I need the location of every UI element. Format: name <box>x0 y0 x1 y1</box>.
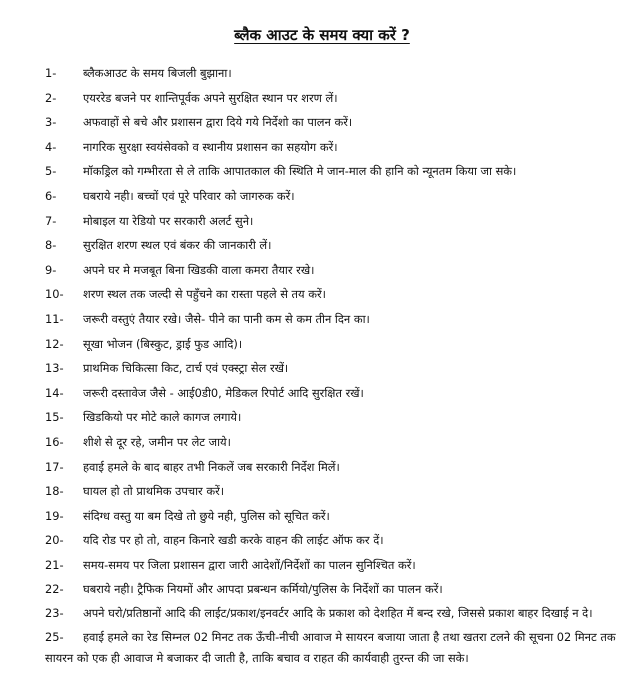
item-text: जरूरी दस्तावेज जैसे - आई0डी0, मेडिकल रिपोर्ट आदि सुरक्षित रखें। <box>83 385 364 400</box>
list-item <box>45 603 625 624</box>
item-text: समय-समय पर जिला प्रशासन द्वारा जारी आदेशों/निर्देशों का पालन सुनिश्चित करें। <box>83 557 416 572</box>
list-item <box>45 554 625 579</box>
item-text: ब्लैकआउट के समय बिजली बुझाना। <box>83 66 232 80</box>
item-text: संदिग्ध वस्तु या बम दिखे तो छुये नही, पुलिस को सूचित करें। <box>83 508 330 523</box>
item-text: जरूरी वस्तुएं तैयार रखे। जैसे- पीने का पानी कम से कम तीन दिन का। <box>83 311 370 326</box>
list-item <box>45 431 625 456</box>
item-number: 6- <box>45 188 57 203</box>
item-number: 20- <box>45 533 64 548</box>
list-item <box>45 382 625 407</box>
list-item <box>45 456 625 481</box>
item-text: खिडकियो पर मोटे काले कागज लगाये। <box>83 410 242 425</box>
item-text: मोबाइल या रेडियो पर सरकारी अलर्ट सुने। <box>83 213 254 228</box>
item-number: 14- <box>45 385 64 400</box>
list-item <box>45 529 625 554</box>
item-number: 17- <box>45 459 64 474</box>
item-text: मॉकड्रिल को गम्भीरता से ले ताकि आपातकाल की स्थिति मे जान-माल की हानि को न्यूनतम किया जा सके। <box>83 164 517 179</box>
list-item <box>45 87 625 112</box>
item-text: नागरिक सुरक्षा स्वयंसेवको व स्थानीय प्रशासन का सहयोग करें। <box>83 139 338 154</box>
list-item <box>45 160 625 185</box>
list-item <box>45 185 625 210</box>
document-title: ब्लैक आउट के समय क्या करें ? <box>234 26 410 44</box>
item-text: एयररेड बजने पर शान्तिपूर्वक अपने सुरक्षित स्थान पर शरण लें। <box>83 90 338 105</box>
item-text: सुरक्षित शरण स्थल एवं बंकर की जानकारी लें। <box>83 238 272 253</box>
item-number: 25- <box>45 630 64 645</box>
item-text: घबराये नही। ट्रैफिक नियमों और आपदा प्रबन्धन कर्मियो/पुलिस के निर्देशों का पालन करें। <box>83 582 443 597</box>
item-number: 15- <box>45 410 64 425</box>
item-number: 5- <box>45 164 57 179</box>
item-number: 3- <box>45 115 57 130</box>
instruction-list <box>45 62 625 672</box>
item-text: अपने घर मे मजबूत बिना खिडकी वाला कमरा तैयार रखे। <box>83 262 315 277</box>
item-number: 8- <box>45 238 57 253</box>
list-item <box>45 259 625 284</box>
list-item <box>45 283 625 308</box>
item-text: शरण स्थल तक जल्दी से पहुँचने का रास्ता पहले से तय करें। <box>83 287 326 302</box>
item-text: प्राथमिक चिकित्सा किट, टार्च एवं एक्स्ट्रा सेल रखें। <box>83 361 289 376</box>
list-item <box>45 505 625 530</box>
list-item <box>45 308 625 333</box>
list-item <box>45 480 625 505</box>
item-text: शीशे से दूर रहे, जमीन पर लेट जाये। <box>83 434 231 449</box>
item-number: 18- <box>45 484 64 499</box>
list-item <box>45 136 625 161</box>
item-text: अफवाहों से बचे और प्रशासन द्वारा दिये गये निर्देशो का पालन करें। <box>83 115 353 130</box>
item-text: हवाई हमले का रेड सिम्नल 02 मिनट तक ऊँची-नीची आवाज मे सायरन बजाया जाता है तथा खतरा टलने की सूचना 02 मिनट तक सायरन को एक ही आवाज मे बजाकर दी जाती है, ताकि बचाव व राहत की कार्यवाही तुरन्त की जा सके। <box>45 630 616 666</box>
list-item <box>45 234 625 259</box>
item-number: 22- <box>45 582 64 597</box>
item-number: 16- <box>45 434 64 449</box>
item-number: 13- <box>45 361 64 376</box>
list-item <box>45 62 625 87</box>
item-text: घायल हो तो प्राथमिक उपचार करें। <box>83 484 225 499</box>
list-item <box>45 210 625 235</box>
item-number: 12- <box>45 336 64 351</box>
item-number: 10- <box>45 287 64 302</box>
item-text: हवाई हमले के बाद बाहर तभी निकलें जब सरकारी निर्देश मिलें। <box>83 459 340 474</box>
item-number: 2- <box>45 90 57 105</box>
item-number: 4- <box>45 139 57 154</box>
item-text: यदि रोड पर हो तो, वाहन किनारे खडी करके वाहन की लाईट ऑफ कर दें। <box>83 533 384 548</box>
item-number: 11- <box>45 311 64 326</box>
list-item <box>45 357 625 382</box>
item-number: 9- <box>45 262 57 277</box>
item-text: अपने घरो/प्रतिष्ठानों आदि की लाईट/प्रकाश/इनवर्टर आदि के प्रकाश को देशहित में बन्द रखे, जिससे प्रकाश बाहर दिखाई न दे। <box>83 606 593 621</box>
item-number: 7- <box>45 213 57 228</box>
list-item <box>45 111 625 136</box>
item-number: 19- <box>45 508 64 523</box>
item-text: सूखा भोजन (बिस्कुट, ड्राई फुड आदि)। <box>83 336 243 351</box>
item-text: घबराये नही। बच्चों एवं पूरे परिवार को जागरुक करें। <box>83 188 295 203</box>
item-number: 1- <box>45 66 57 80</box>
list-item <box>45 333 625 358</box>
list-item <box>45 627 625 669</box>
item-number: 23- <box>45 606 64 621</box>
list-item <box>45 578 625 603</box>
item-number: 21- <box>45 557 64 572</box>
list-item <box>45 406 625 431</box>
